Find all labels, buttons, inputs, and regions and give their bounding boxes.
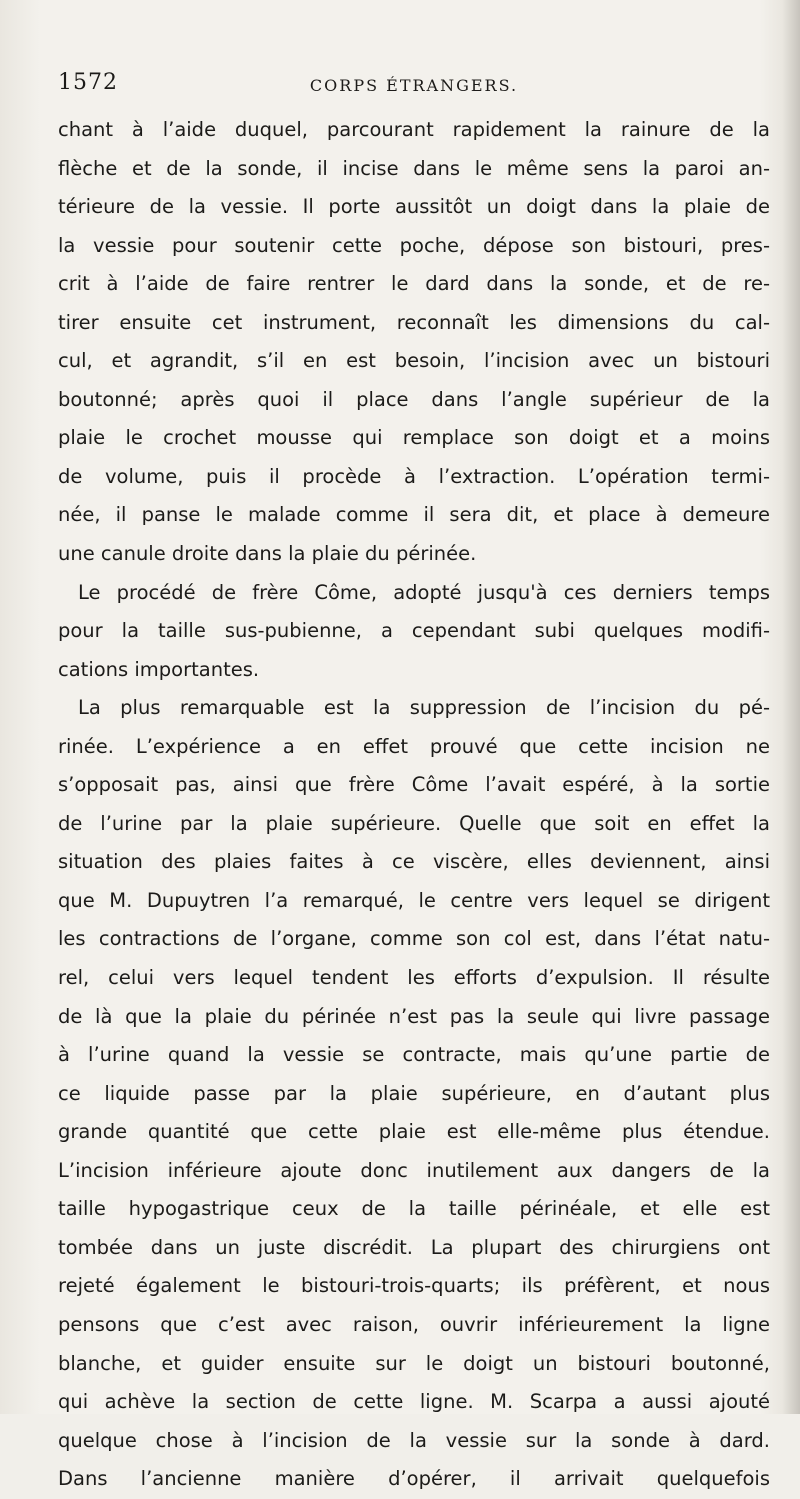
text-line: la vessie pour soutenir cette poche, dépose son bistouri, pres- bbox=[58, 233, 770, 257]
text-line: situation des plaies faites à ce viscère, elles deviennent, ainsi bbox=[58, 850, 770, 874]
text-line: L’incision inférieure ajoute donc inutilement aux dangers de la bbox=[58, 1158, 770, 1182]
text-line: quelque chose à l’incision de la vessie sur la sonde à dard. bbox=[58, 1428, 770, 1452]
text-line: rejeté également le bistouri-trois-quarts; ils préfèrent, et nous bbox=[58, 1274, 770, 1298]
text-line: cul, et agrandit, s’il en est besoin, l’incision avec un bistouri bbox=[58, 349, 770, 373]
text-line: que M. Dupuytren l’a remarqué, le centre vers lequel se dirigent bbox=[58, 888, 770, 912]
text-line: La plus remarquable est la suppression de l’incision du pé- bbox=[78, 696, 770, 720]
page-number: 1572 bbox=[58, 70, 118, 95]
text-line: blanche, et guider ensuite sur le doigt un bistouri boutonné, bbox=[58, 1351, 770, 1375]
text-line: de volume, puis il procède à l’extraction. L’opération termi- bbox=[58, 464, 770, 488]
text-line: une canule droite dans la plaie du périnée. bbox=[58, 542, 477, 566]
text-line: tombée dans un juste discrédit. La plupart des chirurgiens ont bbox=[58, 1235, 770, 1259]
page-edge-shadow bbox=[782, 0, 800, 1414]
text-line: tirer ensuite cet instrument, reconnaît les dimensions du cal- bbox=[58, 310, 770, 334]
text-line: ce liquide passe par la plaie supérieure, en d’autant plus bbox=[58, 1081, 770, 1105]
page-header bbox=[58, 70, 770, 100]
text-line: pour la taille sus-pubienne, a cependant subi quelques modifi- bbox=[58, 619, 770, 643]
text-line: flèche et de la sonde, il incise dans le même sens la paroi an- bbox=[58, 156, 770, 180]
text-line: pensons que c’est avec raison, ouvrir inférieurement la ligne bbox=[58, 1312, 770, 1336]
text-line: de l’urine par la plaie supérieure. Quelle que soit en effet la bbox=[58, 811, 770, 835]
text-line: grande quantité que cette plaie est elle-même plus étendue. bbox=[58, 1120, 770, 1144]
text-line: de là que la plaie du périnée n’est pas la seule qui livre passage bbox=[58, 1004, 770, 1028]
text-line: cations importantes. bbox=[58, 657, 260, 681]
text-line: Dans l’ancienne manière d’opérer, il arrivait quelquefois bbox=[58, 1467, 770, 1491]
text-line: née, il panse le malade comme il sera dit, et place à demeure bbox=[58, 503, 770, 527]
text-line: térieure de la vessie. Il porte aussitôt un doigt dans la plaie de bbox=[58, 195, 770, 219]
text-line: rel, celui vers lequel tendent les efforts d’expulsion. Il résulte bbox=[58, 966, 770, 990]
text-line: chant à l’aide duquel, parcourant rapidement la rainure de la bbox=[58, 118, 770, 141]
text-line: rinée. L’expérience a en effet prouvé que cette incision ne bbox=[58, 734, 770, 758]
text-line: s’opposait pas, ainsi que frère Côme l’avait espéré, à la sortie bbox=[58, 773, 770, 797]
text-line: boutonné; après quoi il place dans l’angle supérieur de la bbox=[58, 387, 770, 411]
text-line: crit à l’aide de faire rentrer le dard dans la sonde, et de re- bbox=[58, 272, 770, 296]
body-text bbox=[58, 111, 770, 1499]
text-line: taille hypogastrique ceux de la taille périnéale, et elle est bbox=[58, 1197, 770, 1221]
text-line: les contractions de l’organe, comme son col est, dans l’état natu- bbox=[58, 927, 770, 951]
running-title: CORPS ÉTRANGERS. bbox=[309, 76, 519, 95]
text-line: à l’urine quand la vessie se contracte, mais qu’une partie de bbox=[58, 1043, 770, 1067]
text-line: qui achève la section de cette ligne. M. Scarpa a aussi ajouté bbox=[58, 1390, 770, 1414]
text-line: Le procédé de frère Côme, adopté jusqu'à ces derniers temps bbox=[78, 580, 770, 604]
text-line: plaie le crochet mousse qui remplace son doigt et a moins bbox=[58, 426, 770, 450]
